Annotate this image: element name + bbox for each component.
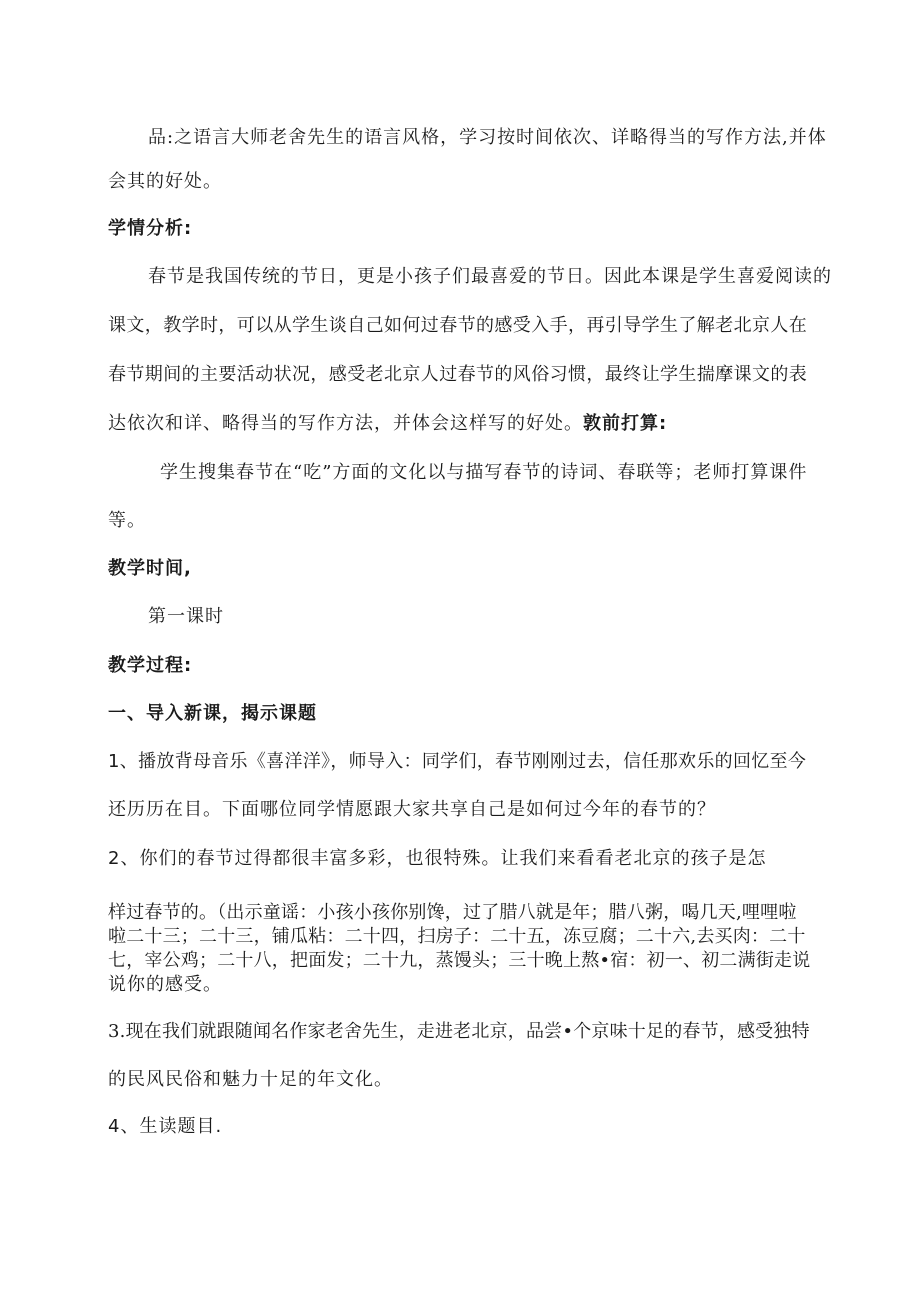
- item-2-line-2: 样过春节的。（出示童谣：小孩小孩你别馋，过了腊八就是年；腊八粥，喝几天,哩哩啦: [108, 902, 797, 923]
- analysis-line-1: 春节是我国传统的节日，更是小孩子们最喜爱的节日。因此本课是学生喜爱阅读的: [148, 266, 832, 287]
- prep-line-1: 学生搜集春节在“吃”方面的文化以与描写春节的诗词、春联等；老师打算课件: [160, 462, 808, 483]
- item-1-line-2: 还历历在目。下面哪位同学情愿跟大家共享自己是如何过今年的春节的？: [108, 799, 716, 820]
- item-2-line-3: 啦二十三；二十三，铺瓜粘：二十四，扫房子：二十五，冻豆腐；二十六,去买肉：二十: [108, 926, 806, 947]
- analysis-heading: 学情分析:: [108, 218, 193, 239]
- section-1-heading: 一、导入新课，揭示课题: [108, 703, 317, 724]
- item-3-line-1: 3.现在我们就跟随闻名作家老舍先生，走进老北京，品尝•个京味十足的春节，感受独特: [108, 1021, 810, 1042]
- analysis-line-4-text: 达依次和详、略得当的写作方法，并体会这样写的好处。: [108, 413, 583, 434]
- intro-line-2: 会其的好处。: [108, 171, 222, 192]
- item-3-line-2: 的民风民俗和魅力十足的年文化。: [108, 1069, 393, 1090]
- item-2-line-1: 2、你们的春节过得都很丰富多彩，也很特殊。让我们来看看老北京的孩子是怎: [108, 848, 767, 869]
- analysis-line-4: [108, 413, 667, 435]
- prep-line-2: 等。: [108, 510, 146, 531]
- time-heading: 教学时间,: [108, 558, 192, 579]
- item-1-line-1: 1、播放背母音乐《喜洋洋》，师导入：同学们，春节刚刚过去，信任那欢乐的回忆至今: [108, 751, 807, 772]
- analysis-line-2: 课文，教学时，可以从学生谈自己如何过春节的感受入手，再引导学生了解老北京人在: [108, 315, 808, 336]
- time-value: 第一课时: [148, 606, 224, 627]
- item-2-line-4: 七，宰公鸡；二十八，把面发；二十九，蒸馒头；三十晚上熬•宿：初一、初二满街走说: [108, 950, 811, 971]
- item-2-line-5: 说你的感受。: [108, 974, 222, 995]
- intro-line-1: 品:之语言大师老舍先生的语言风格，学习按时间依次、详略得当的写作方法,并体: [148, 127, 827, 148]
- item-4: 4、生读题目.: [108, 1116, 223, 1137]
- prep-heading: 敦前打算:: [583, 413, 668, 434]
- analysis-line-3: 春节期间的主要活动状况，感受老北京人过春节的风俗习惯，最终让学生揣摩课文的表: [108, 364, 808, 385]
- process-heading: 教学过程:: [108, 655, 193, 676]
